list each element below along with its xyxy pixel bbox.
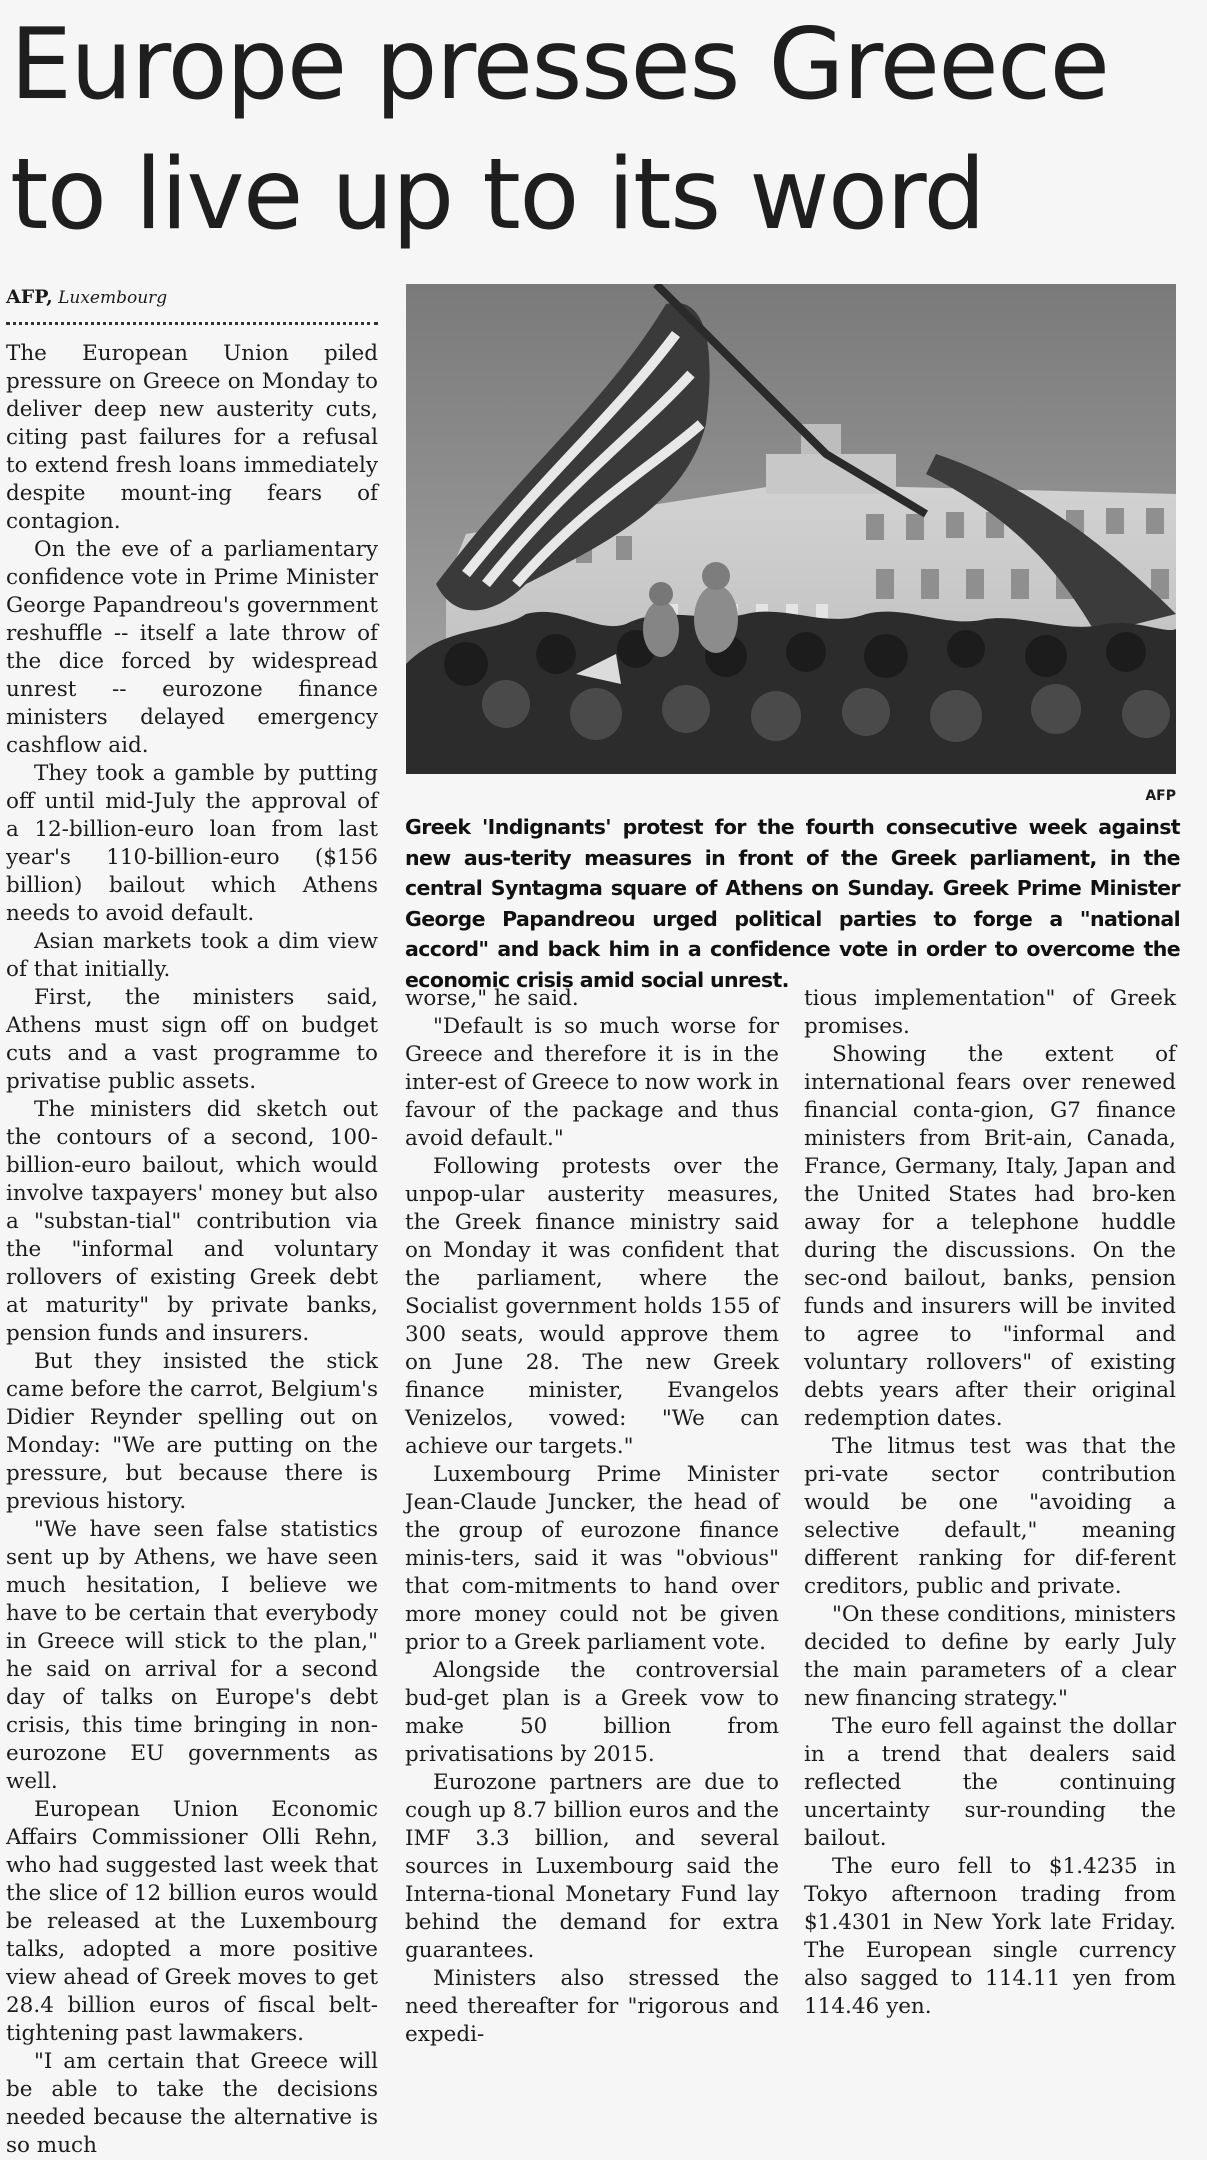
paragraph: Asian markets took a dim view of that initially. xyxy=(6,929,378,982)
article-column-2 xyxy=(405,985,779,2049)
paragraph: The euro fell against the dollar in a trend that dealers said reflected the continuing uncertainty sur-rounding the bailout. xyxy=(804,1714,1176,1851)
paragraph: First, the ministers said, Athens must sign off on budget cuts and a vast programme to privatise public assets. xyxy=(6,985,378,1094)
paragraph: "I am certain that Greece will be able to take the decisions needed because the alternative is so much xyxy=(6,2049,378,2158)
paragraph: "We have seen false statistics sent up by Athens, we have seen much hesitation, I believe we have to be certain that everybody in Greece will stick to the plan," he said on arrival for a second day of talks on Europe's debt crisis, this time bringing in non-eurozone EU governments as well. xyxy=(6,1517,378,1794)
paragraph: The litmus test was that the pri-vate sector contribution would be one "avoiding a selective default," meaning different ranking for dif-ferent creditors, public and private. xyxy=(804,1434,1176,1599)
paragraph: Ministers also stressed the need thereafter for "rigorous and expedi- xyxy=(405,1966,779,2047)
byline-divider xyxy=(6,322,378,325)
paragraph: The European Union piled pressure on Greece on Monday to deliver deep new austerity cuts, citing past failures for a refusal to extend fresh loans immediately despite mount-ing fears of contagion. xyxy=(6,341,378,534)
protest-photo-illustration xyxy=(406,284,1176,774)
paragraph: Alongside the controversial bud-get plan is a Greek vow to make 50 billion from privatisations by 2015. xyxy=(405,1658,779,1767)
paragraph: "Default is so much worse for Greece and therefore it is in the inter-est of Greece to now work in favour of the package and thus avoid default." xyxy=(405,1014,779,1151)
paragraph: Showing the extent of international fears over renewed financial conta-gion, G7 finance ministers from Brit-ain, Canada, France, Germany, Italy, Japan and the United States had bro-ken away for a telephone huddle during the discussions. On the sec-ond bailout, banks, pension funds and insurers will be invited to agree to "informal and voluntary rollovers" of existing debts years after their original redemption dates. xyxy=(804,1042,1176,1431)
article-column-1 xyxy=(6,340,378,2160)
paragraph: tious implementation" of Greek promises. xyxy=(804,986,1176,1039)
paragraph: "On these conditions, ministers decided to define by early July the main parameters of a clear new financing strategy." xyxy=(804,1602,1176,1711)
byline-city: Luxembourg xyxy=(58,288,168,308)
photo-credit: AFP xyxy=(1145,788,1176,804)
article-column-3 xyxy=(804,985,1176,2021)
photo-caption: Greek 'Indignants' protest for the fourth consecutive week against new aus-terity measures in front of the Greek parliament, in the central Syntagma square of Athens on Sunday. Greek Prime Minister George Papandreou urged political parties to forge a "national accord" and back him in a confidence vote in order to overcome the economic crisis amid social unrest. xyxy=(405,815,1180,992)
paragraph: Eurozone partners are due to cough up 8.7 billion euros and the IMF 3.3 billion, and several sources in Luxembourg said the Interna-tional Monetary Fund lay behind the demand for extra guarantees. xyxy=(405,1770,779,1963)
byline-agency: AFP, xyxy=(6,286,53,308)
paragraph: worse," he said. xyxy=(405,986,579,1011)
paragraph: On the eve of a parliamentary confidence vote in Prime Minister George Papandreou's government reshuffle -- itself a late throw of the dice forced by widespread unrest -- eurozone finance ministers delayed emergency cashflow aid. xyxy=(6,537,378,758)
paragraph: They took a gamble by putting off until mid-July the approval of a 12-billion-euro loan from last year's 110-billion-euro ($156 billion) bailout which Athens needs to avoid default. xyxy=(6,761,378,926)
paragraph: Luxembourg Prime Minister Jean-Claude Juncker, the head of the group of eurozone finance minis-ters, said it was "obvious" that com-mitments to hand over more money could not be given prior to a Greek parliament vote. xyxy=(405,1462,779,1655)
protest-photo xyxy=(406,284,1176,774)
paragraph: But they insisted the stick came before the carrot, Belgium's Didier Reynder spelling out on Monday: "We are putting on the pressure, but because there is previous history. xyxy=(6,1349,378,1514)
byline xyxy=(6,284,376,310)
paragraph: European Union Economic Affairs Commissioner Olli Rehn, who had suggested last week that the slice of 12 billion euros would be released at the Luxembourg talks, adopted a more positive view ahead of Greek moves to get 28.4 billion euros of fiscal belt-tightening past lawmakers. xyxy=(6,1797,378,2046)
headline: Europe presses Greece to live up to its word xyxy=(10,8,1109,252)
paragraph: Following protests over the unpop-ular austerity measures, the Greek finance ministry said on Monday it was confident that the parliament, where the Socialist government holds 155 of 300 seats, would approve them on June 28. The new Greek finance minister, Evangelos Venizelos, vowed: "We can achieve our targets." xyxy=(405,1154,779,1459)
paragraph: The ministers did sketch out the contours of a second, 100-billion-euro bailout, which would involve taxpayers' money but also a "substan-tial" contribution via the "informal and voluntary rollovers of existing Greek debt at maturity" by private banks, pension funds and insurers. xyxy=(6,1097,378,1346)
paragraph: The euro fell to $1.4235 in Tokyo afternoon trading from $1.4301 in New York late Friday. The European single currency also sagged to 114.11 yen from 114.46 yen. xyxy=(804,1854,1176,2019)
